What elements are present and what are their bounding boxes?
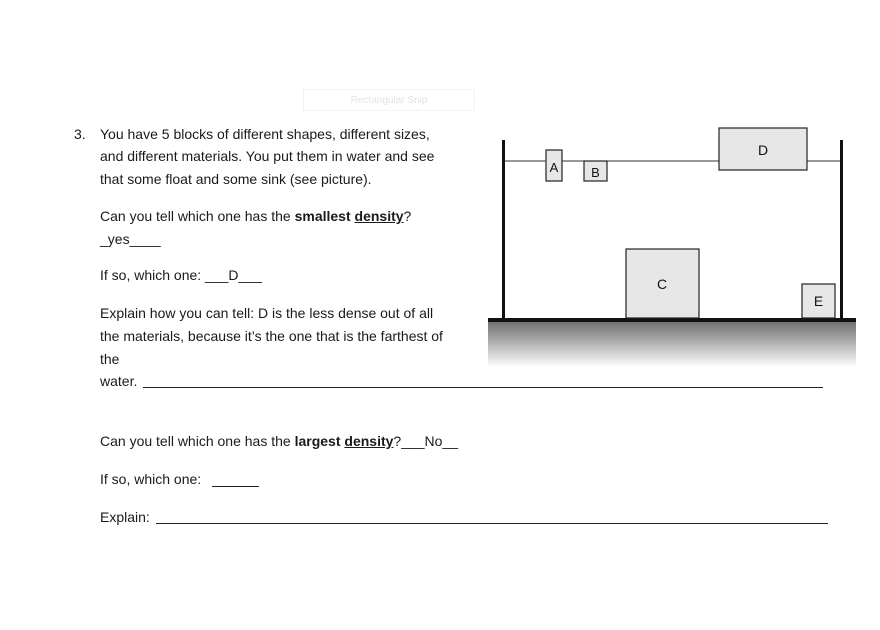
tank-bottom	[488, 318, 856, 322]
tank-right-wall	[840, 140, 843, 320]
rectangular-snip-label: Rectangular Snip	[303, 89, 475, 111]
largest-prompt-end: ?	[393, 433, 402, 449]
largest-explain-label: Explain:	[100, 509, 150, 525]
block-e-label: E	[813, 293, 824, 309]
question-number: 3.	[74, 126, 86, 142]
intro-line-1: You have 5 blocks of different shapes, different sizes,	[100, 126, 430, 142]
smallest-prompt-bold: smallest	[294, 208, 351, 224]
ground-shadow	[488, 321, 856, 367]
explain-line-3: the	[100, 351, 120, 367]
intro-line-2: and different materials. You put them in water and see	[100, 148, 435, 164]
block-c-label: C	[656, 276, 668, 292]
explain-line-4: water.	[100, 373, 138, 389]
block-b-label: B	[591, 165, 600, 180]
largest-prompt-underlined: density	[344, 433, 394, 449]
smallest-prompt-end: ?	[403, 208, 412, 224]
smallest-which-one: If so, which one: ___D___	[100, 267, 262, 283]
block-d-label: D	[757, 142, 769, 158]
largest-answer: ___No__	[401, 433, 459, 449]
smallest-answer: _yes____	[100, 231, 161, 247]
explain-line-1: Explain how you can tell: D is the less dense out of all	[100, 305, 434, 321]
largest-which-one: If so, which one:	[100, 471, 202, 487]
tank-left-wall	[502, 140, 505, 320]
intro-line-3: that some float and some sink (see picture).	[100, 171, 372, 187]
largest-prompt-bold: largest	[294, 433, 341, 449]
block-a-label: A	[549, 160, 559, 175]
smallest-prompt-start: Can you tell which one has the	[100, 208, 295, 224]
smallest-prompt-underlined: density	[354, 208, 404, 224]
largest-prompt-start: Can you tell which one has the	[100, 433, 295, 449]
explain-line-2: the materials, because it’s the one that is the farthest of	[100, 328, 443, 344]
